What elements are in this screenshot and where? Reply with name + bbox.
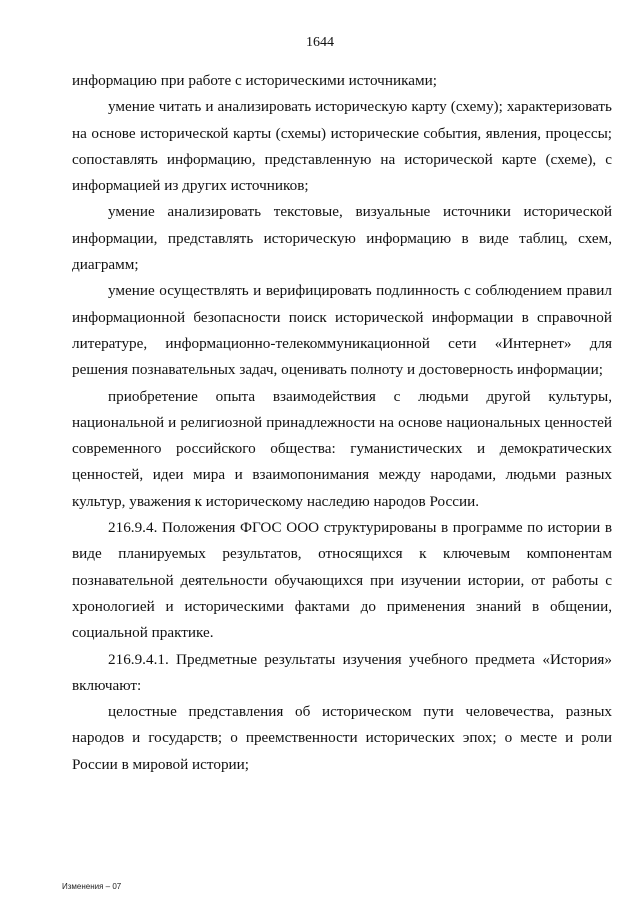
paragraph-3: умение анализировать текстовые, визуальные источники исторической информации, представлять историческую информацию в виде таблиц, схем, диаграмм; <box>72 203 612 274</box>
paragraph-6: 216.9.4. Положения ФГОС ООО структурированы в программе по истории в виде планируемых результатов, относящихся к ключевым компонентам познавательной деятельности обучающихся при изучении истории, от работы с хронологией и историческими фактами до применения знаний в общении, социальной практике. <box>72 519 612 642</box>
paragraph-4: умение осуществлять и верифицировать подлинность с соблюдением правил информационной безопасности поиск исторической информации в справочной литературе, информационно-телекоммуникационной сети «Интернет» для решения познавательных задач, оценивать полноту и достоверность информации; <box>72 282 612 379</box>
paragraph-8: целостные представления об историческом пути человечества, разных народов и государств; о преемственности исторических эпох; о месте и роли России в мировой истории; <box>72 703 612 773</box>
document-body <box>72 68 612 778</box>
page-number: 1644 <box>306 35 334 50</box>
paragraph-7: 216.9.4.1. Предметные результаты изучения учебного предмета «История» включают: <box>72 650 612 694</box>
paragraph-2: умение читать и анализировать историческую карту (схему); характеризовать на основе исторической карты (схемы) исторические события, явления, процессы; сопоставлять информацию, представленную на исторической карте (схеме), с информацией из других источников; <box>72 98 612 195</box>
paragraph-5: приобретение опыта взаимодействия с людьми другой культуры, национальной и религиозной принадлежности на основе национальных ценностей современного российского общества: гуманистических и демократических ценностей, идеи мира и взаимопонимания между народами, людьми разных культур, уважения к историческому наследию народов России. <box>72 387 612 510</box>
footer-revision-note: Изменения – 07 <box>62 882 122 891</box>
paragraph-1: информацию при работе с историческими источниками; <box>72 72 437 89</box>
